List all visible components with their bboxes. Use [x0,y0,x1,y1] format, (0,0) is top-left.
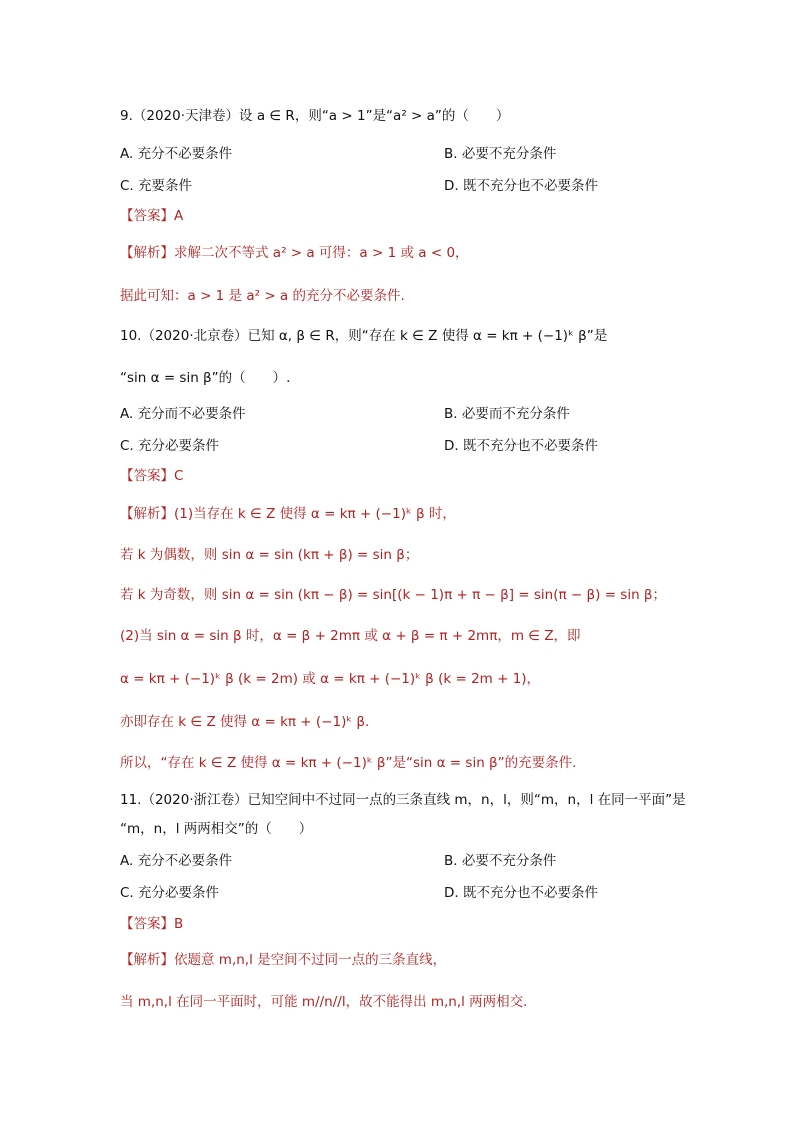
q9-analysis-line-1: 【解析】求解二次不等式 a² > a 可得：a > 1 或 a < 0， [120,245,469,261]
q10-analysis-line-7: 所以，“存在 k ∈ Z 使得 α = kπ + (−1)ᵏ β”是“sin α = sin β”的充要条件. [120,755,577,771]
q10-stem: 10.（2020·北京卷）已知 α, β ∈ R，则“存在 k ∈ Z 使得 α = kπ + (−1)ᵏ β”是 [120,328,608,344]
q9-analysis-line-2: 据此可知：a > 1 是 a² > a 的充分不必要条件. [120,288,405,304]
q9-option-b: B. 必要不充分条件 [444,146,557,162]
q10-option-d: D. 既不充分也不必要条件 [444,438,598,454]
q10-analysis-line-4: (2)当 sin α = sin β 时，α = β + 2mπ 或 α + β = π + 2mπ，m ∈ Z，即 [120,628,581,644]
q9-option-c: C. 充要条件 [120,178,193,194]
q10-analysis-line-5: α = kπ + (−1)ᵏ β (k = 2m) 或 α = kπ + (−1)ᵏ β (k = 2m + 1)， [120,671,541,687]
q10-analysis-line-3: 若 k 为奇数，则 sin α = sin (kπ − β) = sin[(k − 1)π + π − β] = sin(π − β) = sin β； [120,587,667,603]
q11-stem-cont: “m，n，l 两两相交”的（ ） [120,821,313,837]
q11-analysis-line-2: 当 m,n,l 在同一平面时，可能 m//n//l，故不能得出 m,n,l 两两相交. [120,994,528,1010]
q9-answer: 【答案】A [120,208,184,224]
q9-option-a: A. 充分不必要条件 [120,146,233,162]
q11-analysis-line-1: 【解析】依题意 m,n,l 是空间不过同一点的三条直线， [120,952,447,968]
q10-option-a: A. 充分而不必要条件 [120,406,246,422]
q11-option-c: C. 充分必要条件 [120,885,220,901]
q9-stem: 9.（2020·天津卷）设 a ∈ R，则“a > 1”是“a² > a”的（ ） [120,108,510,124]
q9-option-d: D. 既不充分也不必要条件 [444,178,598,194]
q11-answer: 【答案】B [120,916,184,932]
q11-option-a: A. 充分不必要条件 [120,853,233,869]
q10-analysis-line-2: 若 k 为偶数，则 sin α = sin (kπ + β) = sin β； [120,547,419,563]
q10-analysis-line-1: 【解析】(1)当存在 k ∈ Z 使得 α = kπ + (−1)ᵏ β 时， [120,506,456,522]
q11-option-b: B. 必要不充分条件 [444,853,557,869]
q11-option-d: D. 既不充分也不必要条件 [444,885,598,901]
q10-answer: 【答案】C [120,468,184,484]
q10-analysis-line-6: 亦即存在 k ∈ Z 使得 α = kπ + (−1)ᵏ β. [120,714,370,730]
q11-stem: 11.（2020·浙江卷）已知空间中不过同一点的三条直线 m，n，l，则“m，n，l 在同一平面”是 [120,792,686,808]
q10-stem-cont: “sin α = sin β”的（ ）. [120,370,291,386]
q10-option-b: B. 必要而不充分条件 [444,406,570,422]
q10-option-c: C. 充分必要条件 [120,438,220,454]
